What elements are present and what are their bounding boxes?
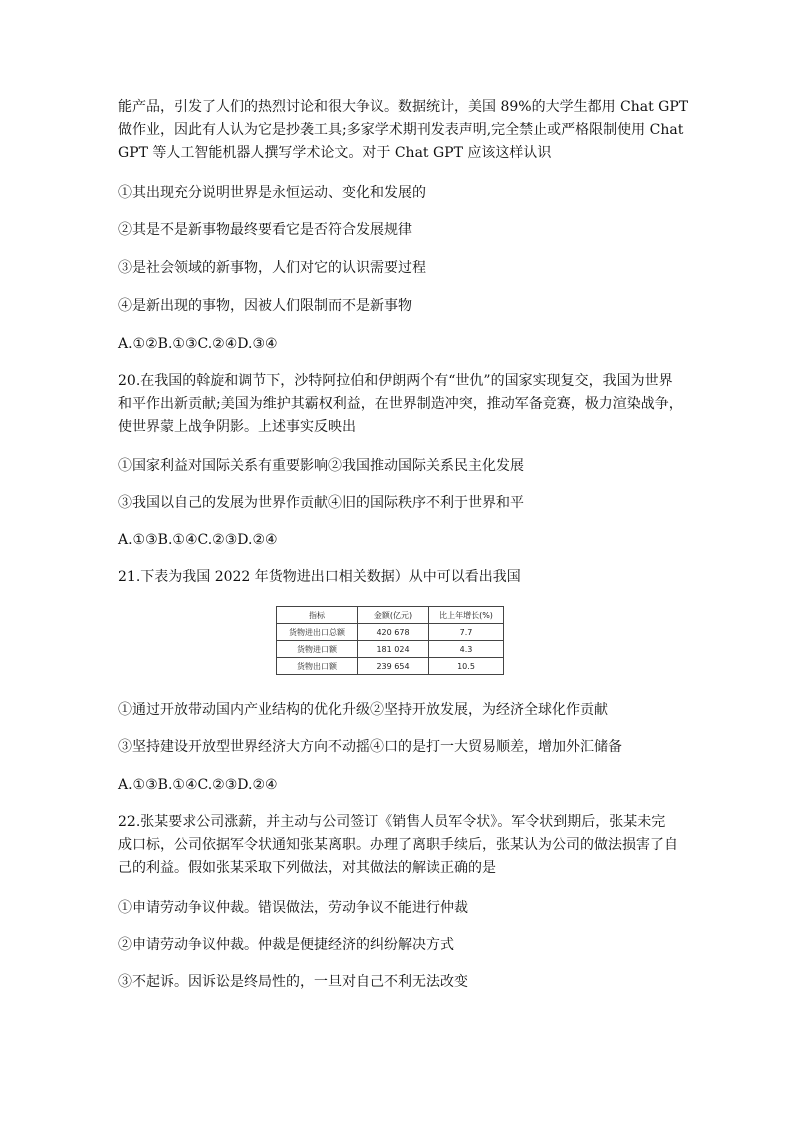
q21-stem: 21.下表为我国 2022 年货物进出口相关数据）从中可以看出我国 <box>118 569 521 585</box>
table-header-cell: 比上年增长(%) <box>429 607 504 624</box>
table-header-cell: 金额(亿元) <box>358 607 429 624</box>
trade-data-table <box>276 606 504 675</box>
table-cell: 货物进口额 <box>277 641 358 658</box>
q19-option-2: ②其是不是新事物最终要看它是否符合发展规律 <box>118 222 412 238</box>
q22-stem-line: 成口标，公司依据军令状通知张某离职。办理了离职手续后，张某认为公司的做法损害了自 <box>118 837 678 853</box>
table-header-row <box>277 607 504 624</box>
table-row <box>277 658 504 675</box>
table-cell: 239 654 <box>358 658 429 675</box>
q19-option-1: ①其出现充分说明世界是永恒运动、变化和发展的 <box>118 185 426 201</box>
q19-option-4: ④是新出现的事物，因被人们限制而不是新事物 <box>118 298 412 314</box>
q21-answers: A.①③B.①④C.②③D.②④ <box>118 777 278 793</box>
table-row <box>277 624 504 641</box>
q20-stem <box>118 370 683 439</box>
q19-stem-line: 能产品，引发了人们的热烈讨论和很大争议。数据统计，美国 89%的大学生都用 Chat GPT <box>118 99 689 115</box>
table-cell: 7.7 <box>429 624 504 641</box>
q20-stem-line: 和平作出新贡献;美国为维护其霸权利益，在世界制造冲突，推动军备竞赛，极力渲染战争， <box>118 396 683 412</box>
table-cell: 4.3 <box>429 641 504 658</box>
q19-option-3: ③是社会领域的新事物，人们对它的认识需要过程 <box>118 260 426 276</box>
table-cell: 10.5 <box>429 658 504 675</box>
table-cell: 货物出口额 <box>277 658 358 675</box>
q22-option-2: ②申请劳动争议仲裁。仲裁是便捷经济的纠纷解决方式 <box>118 937 454 953</box>
q22-stem-line: 22.张某要求公司涨薪，并主动与公司签订《销售人员军令状》。军令状到期后，张某未完 <box>118 814 666 830</box>
q21-option-1: ①通过开放带动国内产业结构的优化升级②坚持开放发展，为经济全球化作贡献 <box>118 702 608 718</box>
q19-answers: A.①②B.①③C.②④D.③④ <box>118 336 278 352</box>
q20-answers: A.①③B.①④C.②③D.②④ <box>118 532 278 548</box>
q21-option-2: ③坚持建设开放型世界经济大方向不动摇④口的是打一大贸易顺差，增加外汇储备 <box>118 739 622 755</box>
q19-stem <box>118 96 689 165</box>
table-row <box>277 641 504 658</box>
q22-option-1: ①申请劳动争议仲裁。错误做法，劳动争议不能进行仲裁 <box>118 900 468 916</box>
q22-stem <box>118 811 683 880</box>
q19-stem-line: 做作业，因此有人认为它是抄袭工具;多家学术期刊发表声明,完全禁止或严格限制使用 Chat <box>118 122 684 138</box>
table-cell: 货物进出口总额 <box>277 624 358 641</box>
q22-stem-line: 己的利益。假如张某采取下列做法，对其做法的解读正确的是 <box>118 860 496 876</box>
table-cell: 420 678 <box>358 624 429 641</box>
table-header-cell: 指标 <box>277 607 358 624</box>
q22-option-3: ③不起诉。因诉讼是终局性的，一旦对自己不利无法改变 <box>118 974 468 990</box>
q20-option-1: ①国家利益对国际关系有重要影响②我国推动国际关系民主化发展 <box>118 458 524 474</box>
q20-option-2: ③我国以自己的发展为世界作贡献④旧的国际秩序不利于世界和平 <box>118 495 524 511</box>
table-cell: 181 024 <box>358 641 429 658</box>
q19-stem-line: GPT 等人工智能机器人撰写学术论文。对于 Chat GPT 应该这样认识 <box>118 145 552 161</box>
q20-stem-line: 使世界蒙上战争阴影。上述事实反映出 <box>118 419 356 435</box>
q20-stem-line: 20.在我国的斡旋和调节下，沙特阿拉伯和伊朗两个有“世仇”的国家实现复交，我国为世界 <box>118 373 673 389</box>
